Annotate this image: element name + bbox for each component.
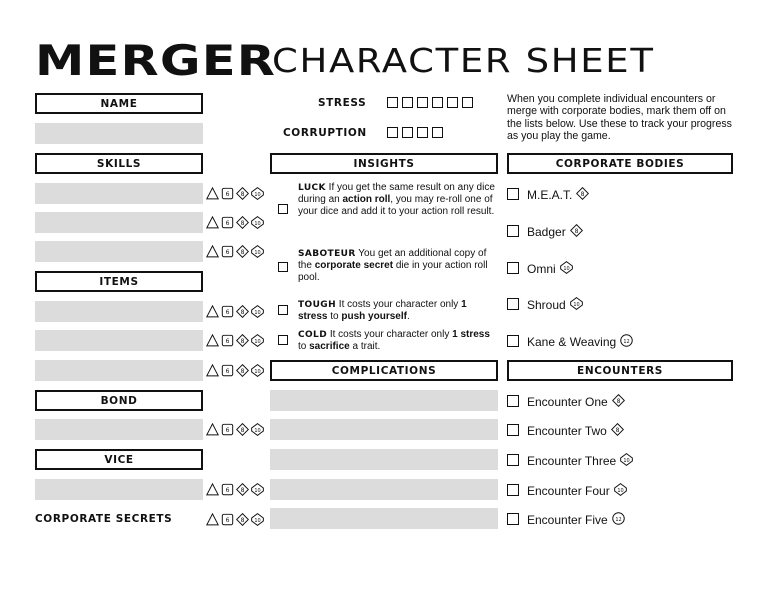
stress-label: STRESS	[318, 97, 367, 109]
d8-die-icon	[236, 513, 249, 526]
die-icon	[620, 453, 633, 469]
d6-die-icon	[221, 423, 234, 436]
encounter-checkbox-5[interactable]	[507, 513, 519, 525]
die-icon	[620, 334, 633, 350]
d4-die-icon	[206, 305, 219, 318]
d6-die-icon	[221, 305, 234, 318]
d10-die-icon	[251, 305, 264, 318]
svg-text:10: 10	[254, 517, 261, 524]
item-1-dice	[206, 305, 264, 317]
d8-die-icon	[236, 245, 249, 258]
svg-text:8: 8	[240, 308, 245, 316]
d6-die-icon	[221, 187, 234, 200]
complication-field-4[interactable]	[270, 479, 498, 500]
name-header: NAME	[35, 93, 203, 114]
encounter-checkbox-3[interactable]	[507, 454, 519, 466]
d8-die-icon	[236, 334, 249, 347]
d10-die-icon	[251, 364, 264, 377]
stress-track	[387, 97, 473, 108]
svg-text:6: 6	[225, 308, 230, 316]
d8-die-icon	[236, 216, 249, 229]
item-2-dice	[206, 334, 264, 346]
d10-die-icon	[251, 187, 264, 200]
bond-field[interactable]	[35, 419, 203, 440]
corruption-box-1[interactable]	[387, 127, 398, 138]
d8-die-icon	[236, 423, 249, 436]
svg-text:10: 10	[254, 368, 261, 375]
insight-tough: TOUGH It costs your character only 1 stress to push yourself.	[298, 299, 467, 322]
complication-field-3[interactable]	[270, 449, 498, 470]
svg-text:6: 6	[225, 190, 230, 198]
insight-luck-checkbox[interactable]	[278, 204, 288, 214]
corruption-track	[387, 127, 443, 138]
svg-text:10: 10	[563, 265, 570, 272]
svg-text:6: 6	[225, 248, 230, 256]
d6-die-icon	[221, 216, 234, 229]
svg-text:8: 8	[240, 516, 245, 524]
complication-field-1[interactable]	[270, 390, 498, 411]
svg-text:10: 10	[623, 457, 630, 464]
corporate-body-checkbox-5[interactable]	[507, 335, 519, 347]
bond-dice	[206, 423, 264, 435]
encounter-checkbox-4[interactable]	[507, 484, 519, 496]
corporate-body-checkbox-3[interactable]	[507, 262, 519, 274]
svg-text:6: 6	[225, 219, 230, 227]
corporate-body-1: M.E.A.T. 8	[527, 187, 589, 203]
corporate-body-2: Badger 8	[527, 224, 583, 240]
item-field-3[interactable]	[35, 360, 203, 381]
svg-text:8: 8	[240, 248, 245, 256]
d6-die-icon	[221, 245, 234, 258]
insight-saboteur-checkbox[interactable]	[278, 262, 288, 272]
encounter-3: Encounter Three 10	[527, 453, 633, 469]
item-field-2[interactable]	[35, 330, 203, 351]
svg-text:8: 8	[240, 337, 245, 345]
corporate-body-5: Kane & Weaving 12	[527, 334, 633, 350]
page-subtitle: CHARACTER SHEET	[272, 41, 655, 80]
skill-1-dice	[206, 187, 264, 199]
die-icon	[612, 512, 625, 528]
encounter-1: Encounter One 8	[527, 394, 625, 410]
stress-box-4[interactable]	[432, 97, 443, 108]
d10-die-icon	[251, 483, 264, 496]
die-icon	[560, 261, 573, 277]
svg-text:6: 6	[225, 426, 230, 434]
svg-text:12: 12	[623, 338, 630, 345]
intro-text: When you complete individual encounters or merge with corporate bodies, mark them off on the lists below. Use these to track your progress as you play the game.	[507, 93, 732, 142]
svg-text:10: 10	[254, 487, 261, 494]
svg-text:8: 8	[616, 397, 621, 405]
d4-die-icon	[206, 423, 219, 436]
die-icon	[576, 187, 589, 203]
complication-field-2[interactable]	[270, 419, 498, 440]
insights-header: INSIGHTS	[270, 153, 498, 174]
corporate-body-3: Omni 10	[527, 261, 573, 277]
d10-die-icon	[251, 245, 264, 258]
stress-box-5[interactable]	[447, 97, 458, 108]
insight-name: COLD	[298, 330, 328, 340]
svg-text:8: 8	[240, 426, 245, 434]
die-icon	[614, 483, 627, 499]
insight-luck: LUCK If you get the same result on any dice during an action roll, you may re-roll one of your dice and add it to your action roll result.	[298, 182, 495, 217]
insight-tough-checkbox[interactable]	[278, 305, 288, 315]
svg-text:8: 8	[615, 426, 620, 434]
items-header: ITEMS	[35, 271, 203, 292]
corporate-secrets-label: CORPORATE SECRETS	[35, 513, 173, 525]
complications-header: COMPLICATIONS	[270, 360, 498, 381]
die-icon	[570, 224, 583, 240]
svg-text:8: 8	[580, 190, 585, 198]
die-icon	[611, 423, 624, 439]
bond-header: BOND	[35, 390, 203, 411]
d10-die-icon	[251, 216, 264, 229]
item-field-1[interactable]	[35, 301, 203, 322]
svg-text:8: 8	[240, 190, 245, 198]
encounter-2: Encounter Two 8	[527, 423, 624, 439]
corruption-box-3[interactable]	[417, 127, 428, 138]
encounter-5: Encounter Five 12	[527, 512, 625, 528]
insight-cold-checkbox[interactable]	[278, 335, 288, 345]
d6-die-icon	[221, 364, 234, 377]
skill-field-1[interactable]	[35, 183, 203, 204]
d8-die-icon	[236, 187, 249, 200]
svg-text:10: 10	[254, 220, 261, 227]
d4-die-icon	[206, 334, 219, 347]
svg-text:6: 6	[225, 516, 230, 524]
svg-text:8: 8	[240, 219, 245, 227]
svg-text:8: 8	[240, 486, 245, 494]
d6-die-icon	[221, 483, 234, 496]
d4-die-icon	[206, 245, 219, 258]
stress-box-6[interactable]	[462, 97, 473, 108]
logo-merger: MERGER	[35, 36, 277, 85]
die-icon	[612, 394, 625, 410]
d6-die-icon	[221, 334, 234, 347]
vice-dice	[206, 483, 264, 495]
svg-text:8: 8	[574, 227, 579, 235]
vice-header: VICE	[35, 449, 203, 470]
skill-2-dice	[206, 216, 264, 228]
d4-die-icon	[206, 513, 219, 526]
svg-text:10: 10	[573, 301, 580, 308]
die-icon	[570, 297, 583, 313]
name-field[interactable]	[35, 123, 203, 144]
svg-text:10: 10	[254, 338, 261, 345]
corporate-body-checkbox-2[interactable]	[507, 225, 519, 237]
corruption-label: CORRUPTION	[283, 127, 367, 139]
svg-text:6: 6	[225, 337, 230, 345]
insight-name: LUCK	[298, 183, 326, 193]
corporate-secrets-dice	[206, 513, 264, 525]
d8-die-icon	[236, 305, 249, 318]
stress-box-1[interactable]	[387, 97, 398, 108]
d8-die-icon	[236, 364, 249, 377]
svg-text:10: 10	[254, 427, 261, 434]
vice-field[interactable]	[35, 479, 203, 500]
corporate-body-checkbox-4[interactable]	[507, 298, 519, 310]
d8-die-icon	[236, 483, 249, 496]
skill-field-2[interactable]	[35, 212, 203, 233]
skill-field-3[interactable]	[35, 241, 203, 262]
encounters-header: ENCOUNTERS	[507, 360, 733, 381]
d10-die-icon	[251, 334, 264, 347]
corruption-box-2[interactable]	[402, 127, 413, 138]
encounter-4: Encounter Four 10	[527, 483, 627, 499]
skill-3-dice	[206, 245, 264, 257]
svg-text:6: 6	[225, 486, 230, 494]
item-3-dice	[206, 364, 264, 376]
encounter-checkbox-2[interactable]	[507, 424, 519, 436]
corporate-body-checkbox-1[interactable]	[507, 188, 519, 200]
corruption-box-4[interactable]	[432, 127, 443, 138]
d4-die-icon	[206, 187, 219, 200]
corporate-bodies-header: CORPORATE BODIES	[507, 153, 733, 174]
d10-die-icon	[251, 423, 264, 436]
stress-box-3[interactable]	[417, 97, 428, 108]
complication-field-5[interactable]	[270, 508, 498, 529]
d4-die-icon	[206, 483, 219, 496]
insight-name: TOUGH	[298, 300, 337, 310]
d6-die-icon	[221, 513, 234, 526]
skills-header: SKILLS	[35, 153, 203, 174]
svg-text:6: 6	[225, 367, 230, 375]
d10-die-icon	[251, 513, 264, 526]
insight-name: SABOTEUR	[298, 249, 356, 259]
corporate-body-4: Shroud 10	[527, 297, 583, 313]
svg-text:10: 10	[254, 249, 261, 256]
encounter-checkbox-1[interactable]	[507, 395, 519, 407]
d4-die-icon	[206, 216, 219, 229]
svg-text:10: 10	[617, 487, 624, 494]
svg-text:8: 8	[240, 367, 245, 375]
insight-saboteur: SABOTEUR You get an additional copy of the corporate secret die in your action roll pool.	[298, 248, 488, 283]
d4-die-icon	[206, 364, 219, 377]
stress-box-2[interactable]	[402, 97, 413, 108]
svg-text:10: 10	[254, 309, 261, 316]
svg-text:12: 12	[615, 516, 622, 523]
svg-text:10: 10	[254, 191, 261, 198]
insight-cold: COLD It costs your character only 1 stress to sacrifice a trait.	[298, 329, 490, 352]
